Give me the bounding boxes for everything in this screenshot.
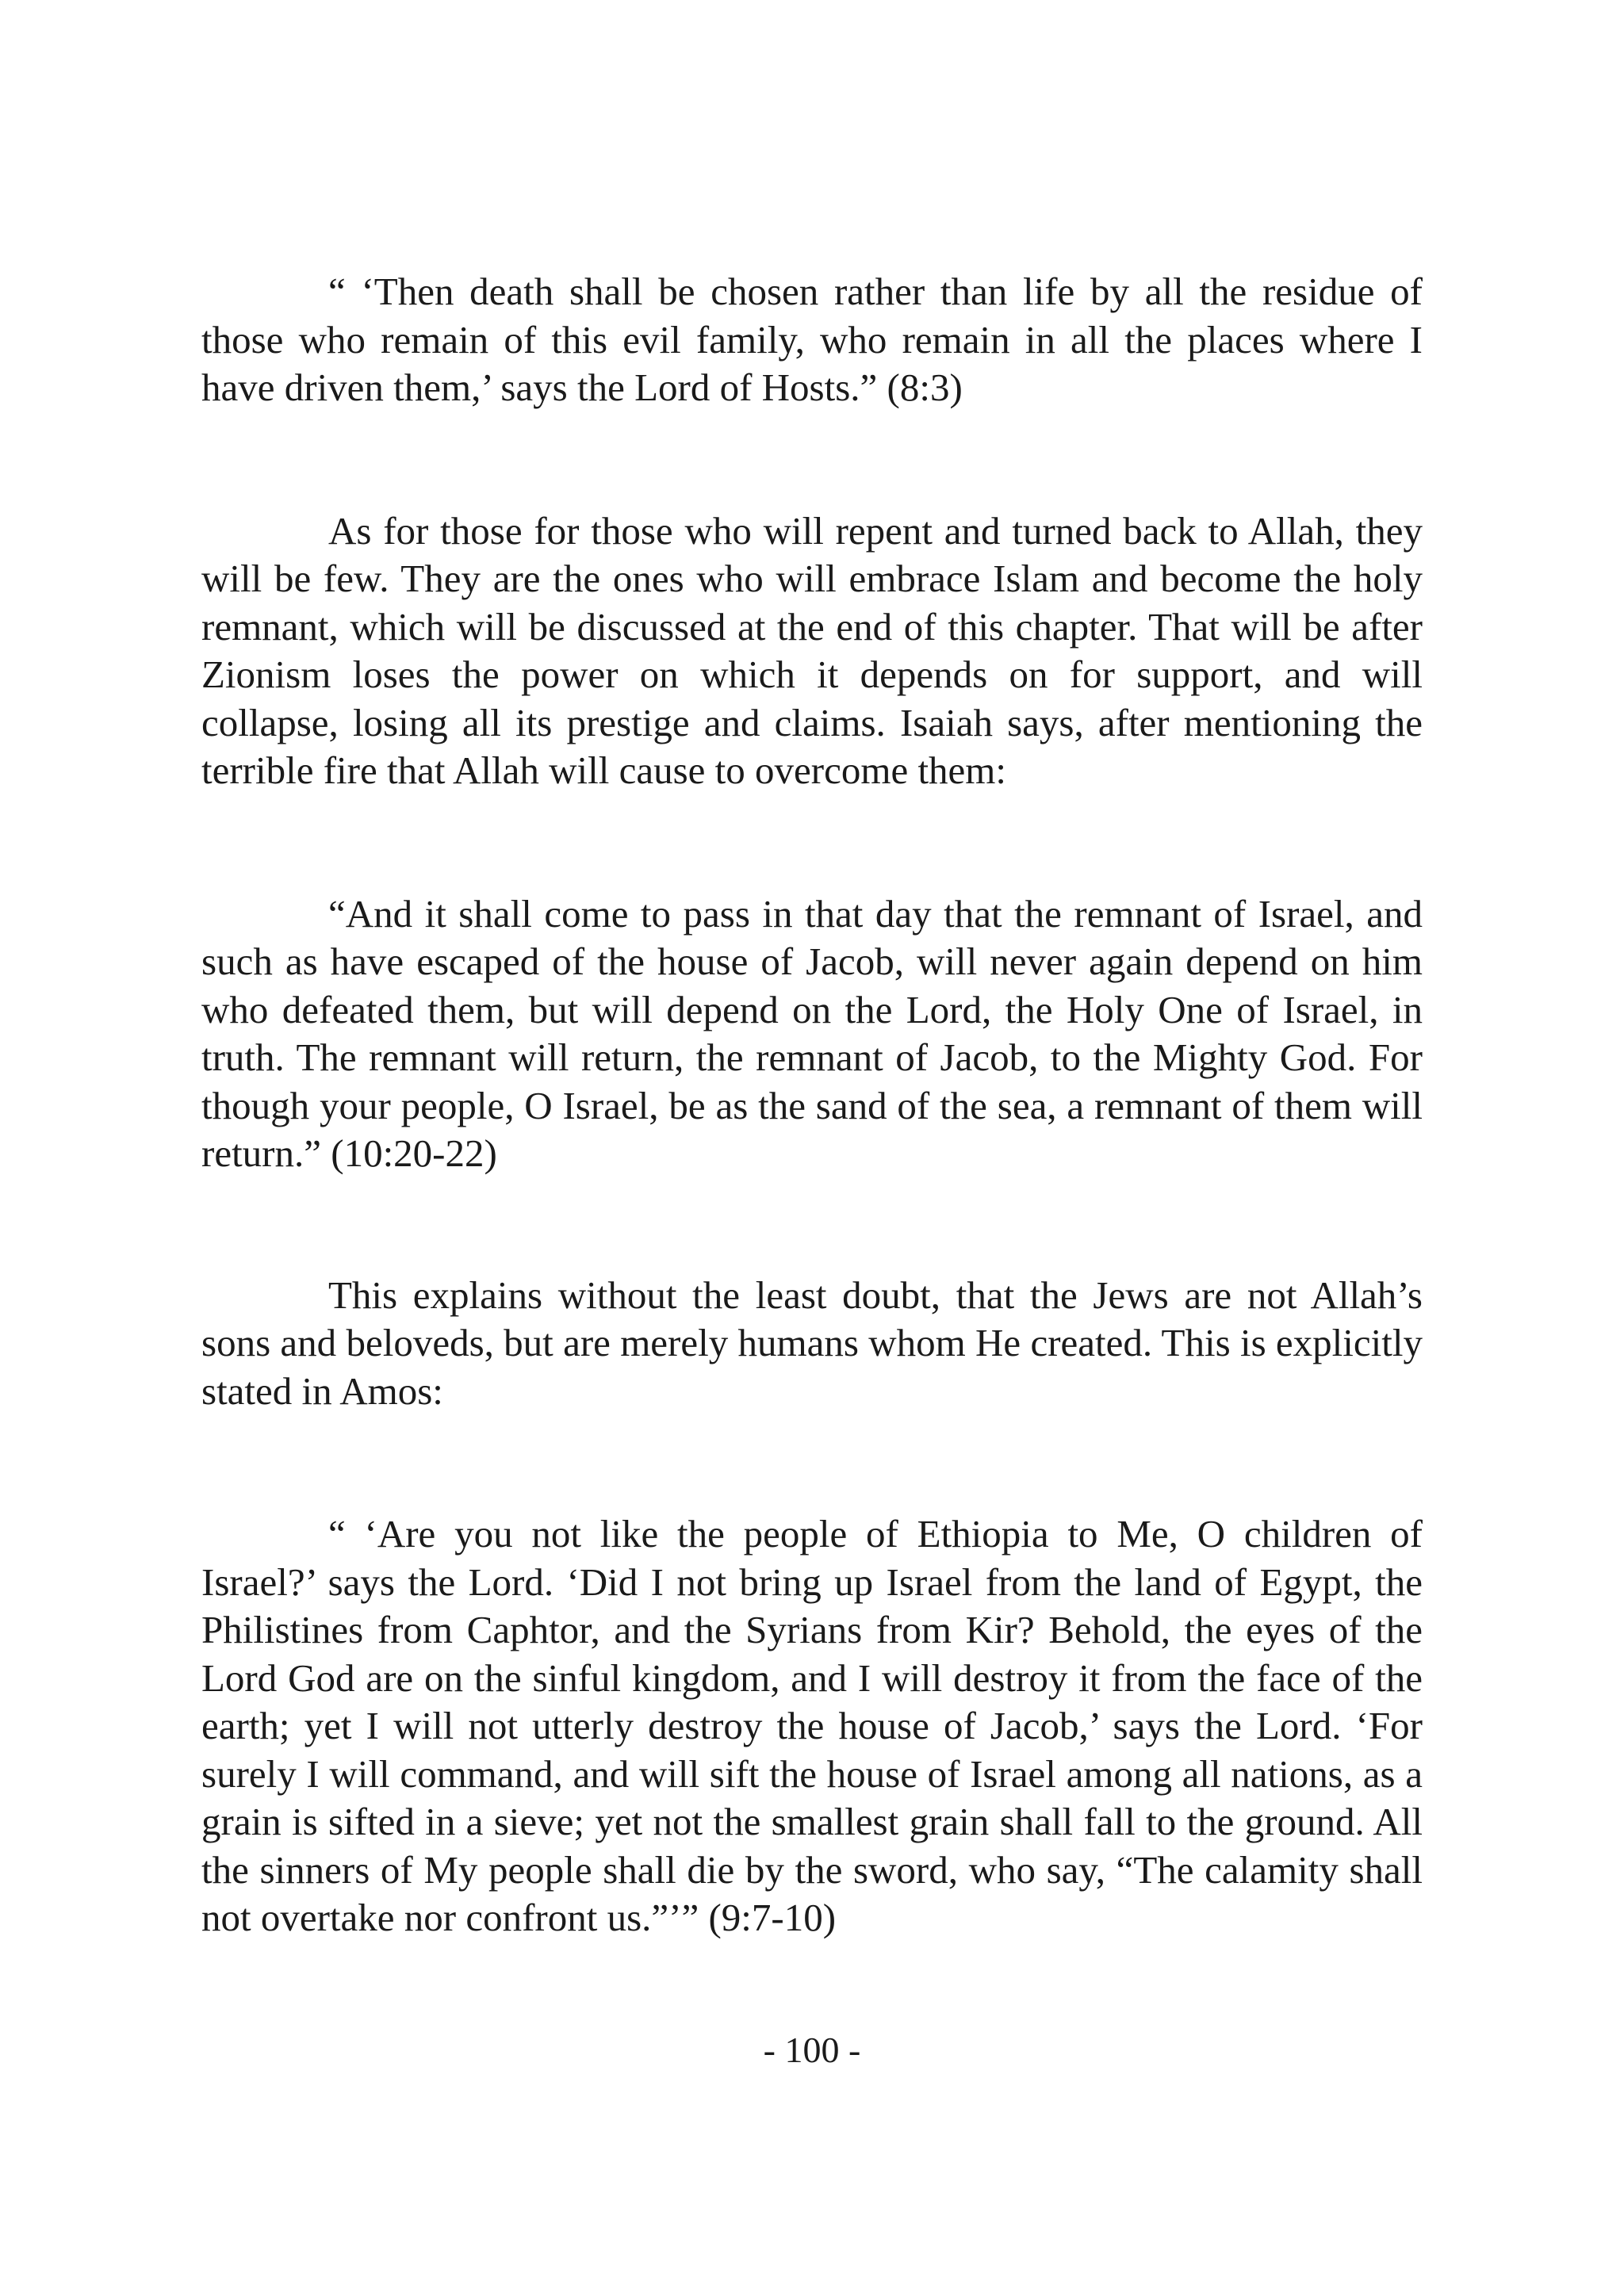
quote-paragraph-zechariah: “ ‘Then death shall be chosen rather than life by all the residue of those who remain of this evil family, who remain in all the places where I have driven them,’ says the Lord of Hosts.” (8:3) [201, 270, 1423, 409]
paragraph-spacer [201, 1178, 1423, 1272]
quote-paragraph-amos: “ ‘Are you not like the people of Ethiopia to Me, O children of Israel?’ says the Lord. ‘Did I not bring up Israel from the land of Egypt, the Philistines from Caphtor, and the Syrians from Kir? Behold, the eyes of the Lord God are on the sinful kingdom, and I will destroy it from the face of the earth; yet I will not utterly destroy the house of Jacob,’ says the Lord. ‘For surely I will command, and will sift the house of Israel among all nations, as a grain is sifted in a sieve; yet not the smallest grain shall fall to the ground. All the sinners of My people shall die by the sword, who say, “The calamity shall not overtake nor confront us.”’” (9:7-10) [201, 1512, 1423, 1939]
body-paragraph-explanation: This explains without the least doubt, that the Jews are not Allah’s sons and beloveds, but are merely humans whom He created. This is explicitly stated in Amos: [201, 1272, 1423, 1413]
quote-paragraph-isaiah: “And it shall come to pass in that day that the remnant of Israel, and such as have escaped of the house of Jacob, will never again depend on him who defeated them, but will depend on the Lord, the Holy One of Israel, in truth. The remnant will return, the remnant of Jacob, to the Mighty God. For though your people, O Israel, be as the sand of the sea, a remnant of them will return.” (10:20-22) [201, 891, 1423, 1175]
paragraph-spacer [201, 412, 1423, 507]
paragraph-spacer [201, 1415, 1423, 1510]
page-number: - 100 - [763, 2030, 861, 2070]
body-paragraph-remnant: As for those for those who will repent and turned back to Allah, they will be few. They are the ones who will embrace Islam and become the holy remnant, which will be discussed at the end of this chapter. That will be after Zionism loses the power on which it depends on for support, and will collapse, losing all its prestige and claims. Isaiah says, after mentioning the terrible fire that Allah will cause to overcome them: [201, 508, 1423, 792]
paragraph-spacer [201, 795, 1423, 890]
page-body [201, 268, 1423, 1942]
